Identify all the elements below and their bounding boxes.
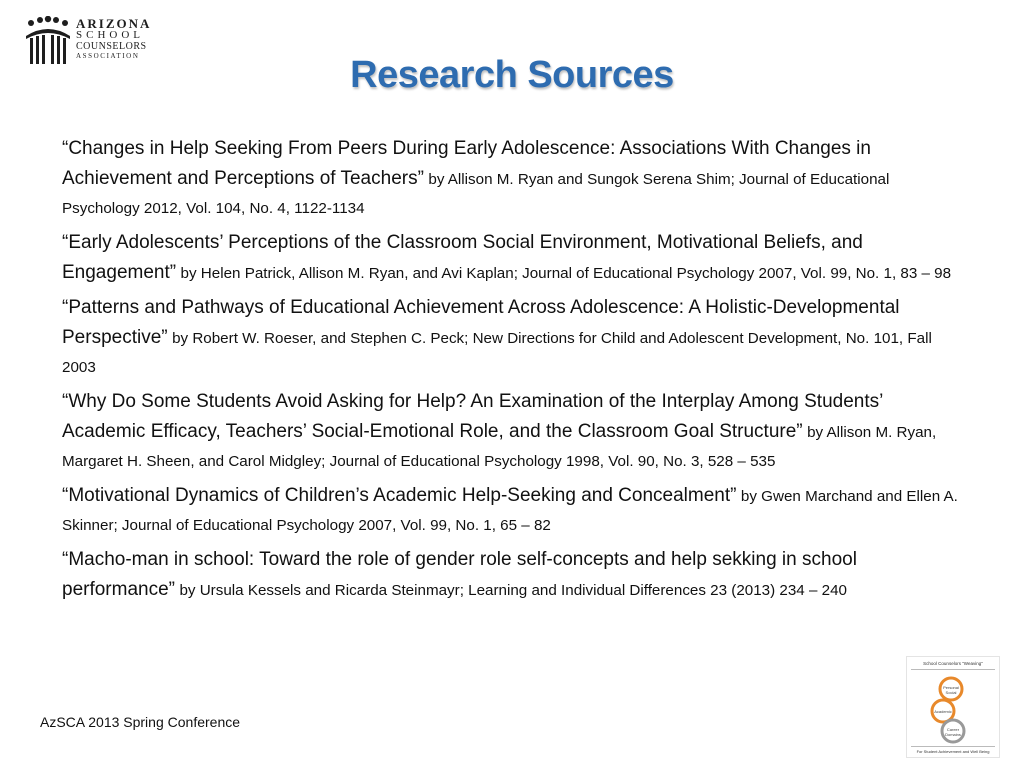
reference-item — [62, 228, 962, 288]
slide-title: Research Sources — [350, 54, 674, 96]
reference-item — [62, 387, 962, 476]
reference-item — [62, 134, 962, 223]
logo-line-2: SCHOOL — [76, 29, 145, 41]
reference-item — [62, 293, 962, 382]
reference-details: by Robert W. Roeser, and Stephen C. Peck; New Directions for Child and Adolescent Development, No. 101, Fall 2003 — [62, 330, 932, 376]
weaving-diagram-thumbnail — [906, 656, 1000, 758]
reference-item — [62, 545, 962, 605]
reference-title: “Patterns and Pathways of Educational Achievement Across Adolescence: A Holistic-Developmental Perspective” — [62, 297, 900, 348]
reference-title: “Macho-man in school: Toward the role of gender role self-concepts and help sekking in school performance” — [62, 549, 857, 600]
thumbnail-label: Personal Social — [943, 685, 959, 695]
reference-details: by Allison M. Ryan, Margaret H. Sheen, and Carol Midgley; Journal of Educational Psychology 1998, Vol. 90, No. 3, 528 – 535 — [62, 424, 937, 470]
reference-title: “Changes in Help Seeking From Peers During Early Adolescence: Associations With Changes in Achievement and Perceptions of Teachers” — [62, 138, 871, 189]
reference-title: “Why Do Some Students Avoid Asking for Help? An Examination of the Interplay Among Students’ Academic Efficacy, Teachers’ Social-Emotional Role, and the Classroom Goal Structure” — [62, 391, 883, 442]
thumbnail-label: Career Domains — [945, 727, 961, 737]
thumbnail-divider — [911, 746, 995, 747]
reference-title: “Motivational Dynamics of Children’s Academic Help-Seeking and Concealment” — [62, 485, 737, 506]
logo-line-4: ASSOCIATION — [76, 52, 140, 60]
logo-line-1: ARIZONA — [76, 16, 152, 31]
reference-item — [62, 481, 962, 540]
thumbnail-footer: For Student Achievement and Well Being — [916, 749, 990, 754]
thumbnail-label: Academic — [934, 709, 952, 714]
slide-footer: AzSCA 2013 Spring Conference — [40, 714, 241, 730]
logo-line-3: COUNSELORS — [76, 41, 147, 52]
weaving-rings-graphic — [907, 657, 999, 757]
reference-details: by Allison M. Ryan and Sungok Serena Shim; Journal of Educational Psychology 2012, Vol. 104, No. 4, 1122-1134 — [62, 171, 890, 217]
reference-details: by Ursula Kessels and Ricarda Steinmayr; Learning and Individual Differences 23 (2013) 234 – 240 — [179, 582, 847, 599]
reference-details: by Helen Patrick, Allison M. Ryan, and Avi Kaplan; Journal of Educational Psychology 2007, Vol. 99, No. 1, 83 – 98 — [180, 265, 952, 282]
reference-details: by Gwen Marchand and Ellen A. Skinner; Journal of Educational Psychology 2007, Vol. 99, No. 1, 65 – 82 — [62, 488, 958, 534]
thumbnail-title: School Counselors "Weaving" — [923, 661, 983, 666]
reference-title: “Early Adolescents’ Perceptions of the Classroom Social Environment, Motivational Beliefs, and Engagement” — [62, 232, 863, 283]
reference-list — [62, 134, 962, 610]
